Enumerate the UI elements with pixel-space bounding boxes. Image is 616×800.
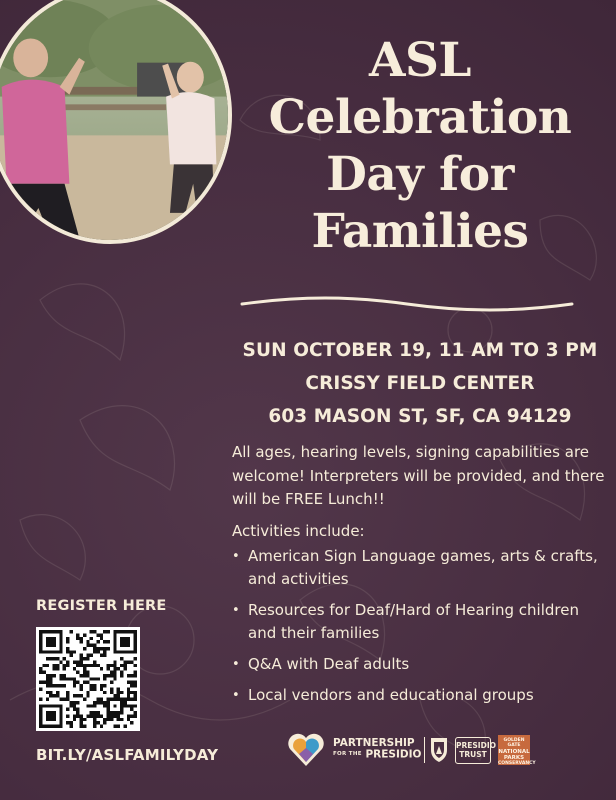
heart-logo-icon [287,732,325,768]
arrowhead-icon [429,736,449,763]
qr-code-icon [39,630,137,728]
activity-item: • Resources for Deaf/Hard of Hearing children and their families [232,599,608,645]
partnership-small: FOR THE [333,751,362,757]
conservancy-line-4: CONSERVANCY [498,760,536,766]
event-address: 603 MASON ST, SF, CA 94129 [268,406,572,427]
event-title [240,32,600,260]
activity-item: • Q&A with Deaf adults [232,653,608,676]
parks-conservancy-logo [498,735,536,766]
conservancy-line-3: PARKS [503,754,525,761]
event-details [232,334,608,433]
logo-divider [424,737,425,763]
activities-heading: Activities include: [232,522,365,540]
partnership-line-1: PARTNERSHIP [333,737,415,749]
title-line-3: Day for [326,147,514,202]
presidio-trust-line-1: PRESIDIO [456,741,496,750]
event-date-time: SUN OCTOBER 19, 11 AM TO 3 PM [242,340,598,361]
register-url[interactable]: BIT.LY/ASLFAMILYDAY [36,746,219,764]
title-line-4: Families [311,204,529,259]
activities-list [232,545,608,715]
register-heading: REGISTER HERE [36,598,167,614]
conservancy-line-2: NATIONAL [498,748,530,755]
presidio-trust-line-2: TRUST [459,750,487,759]
event-intro: All ages, hearing levels, signing capabilities are welcome! Interpreters will be provided, and there will be FREE Lunch!! [232,443,605,508]
activity-item: • Local vendors and educational groups [232,684,608,707]
title-line-1: ASL [369,33,471,88]
families-signing-photo [0,0,228,240]
sponsor-logos [287,731,587,771]
conservancy-line-1: GOLDEN GATE [503,738,525,749]
wavy-divider [240,294,574,314]
event-venue: CRISSY FIELD CENTER [305,373,535,394]
title-line-2: Celebration [268,90,572,145]
partnership-logo-text [333,738,429,761]
partnership-line-2: PRESIDIO [365,748,422,761]
activity-item: • American Sign Language games, arts & crafts, and activities [232,545,608,591]
qr-code[interactable] [36,627,140,731]
presidio-trust-logo [455,737,496,764]
